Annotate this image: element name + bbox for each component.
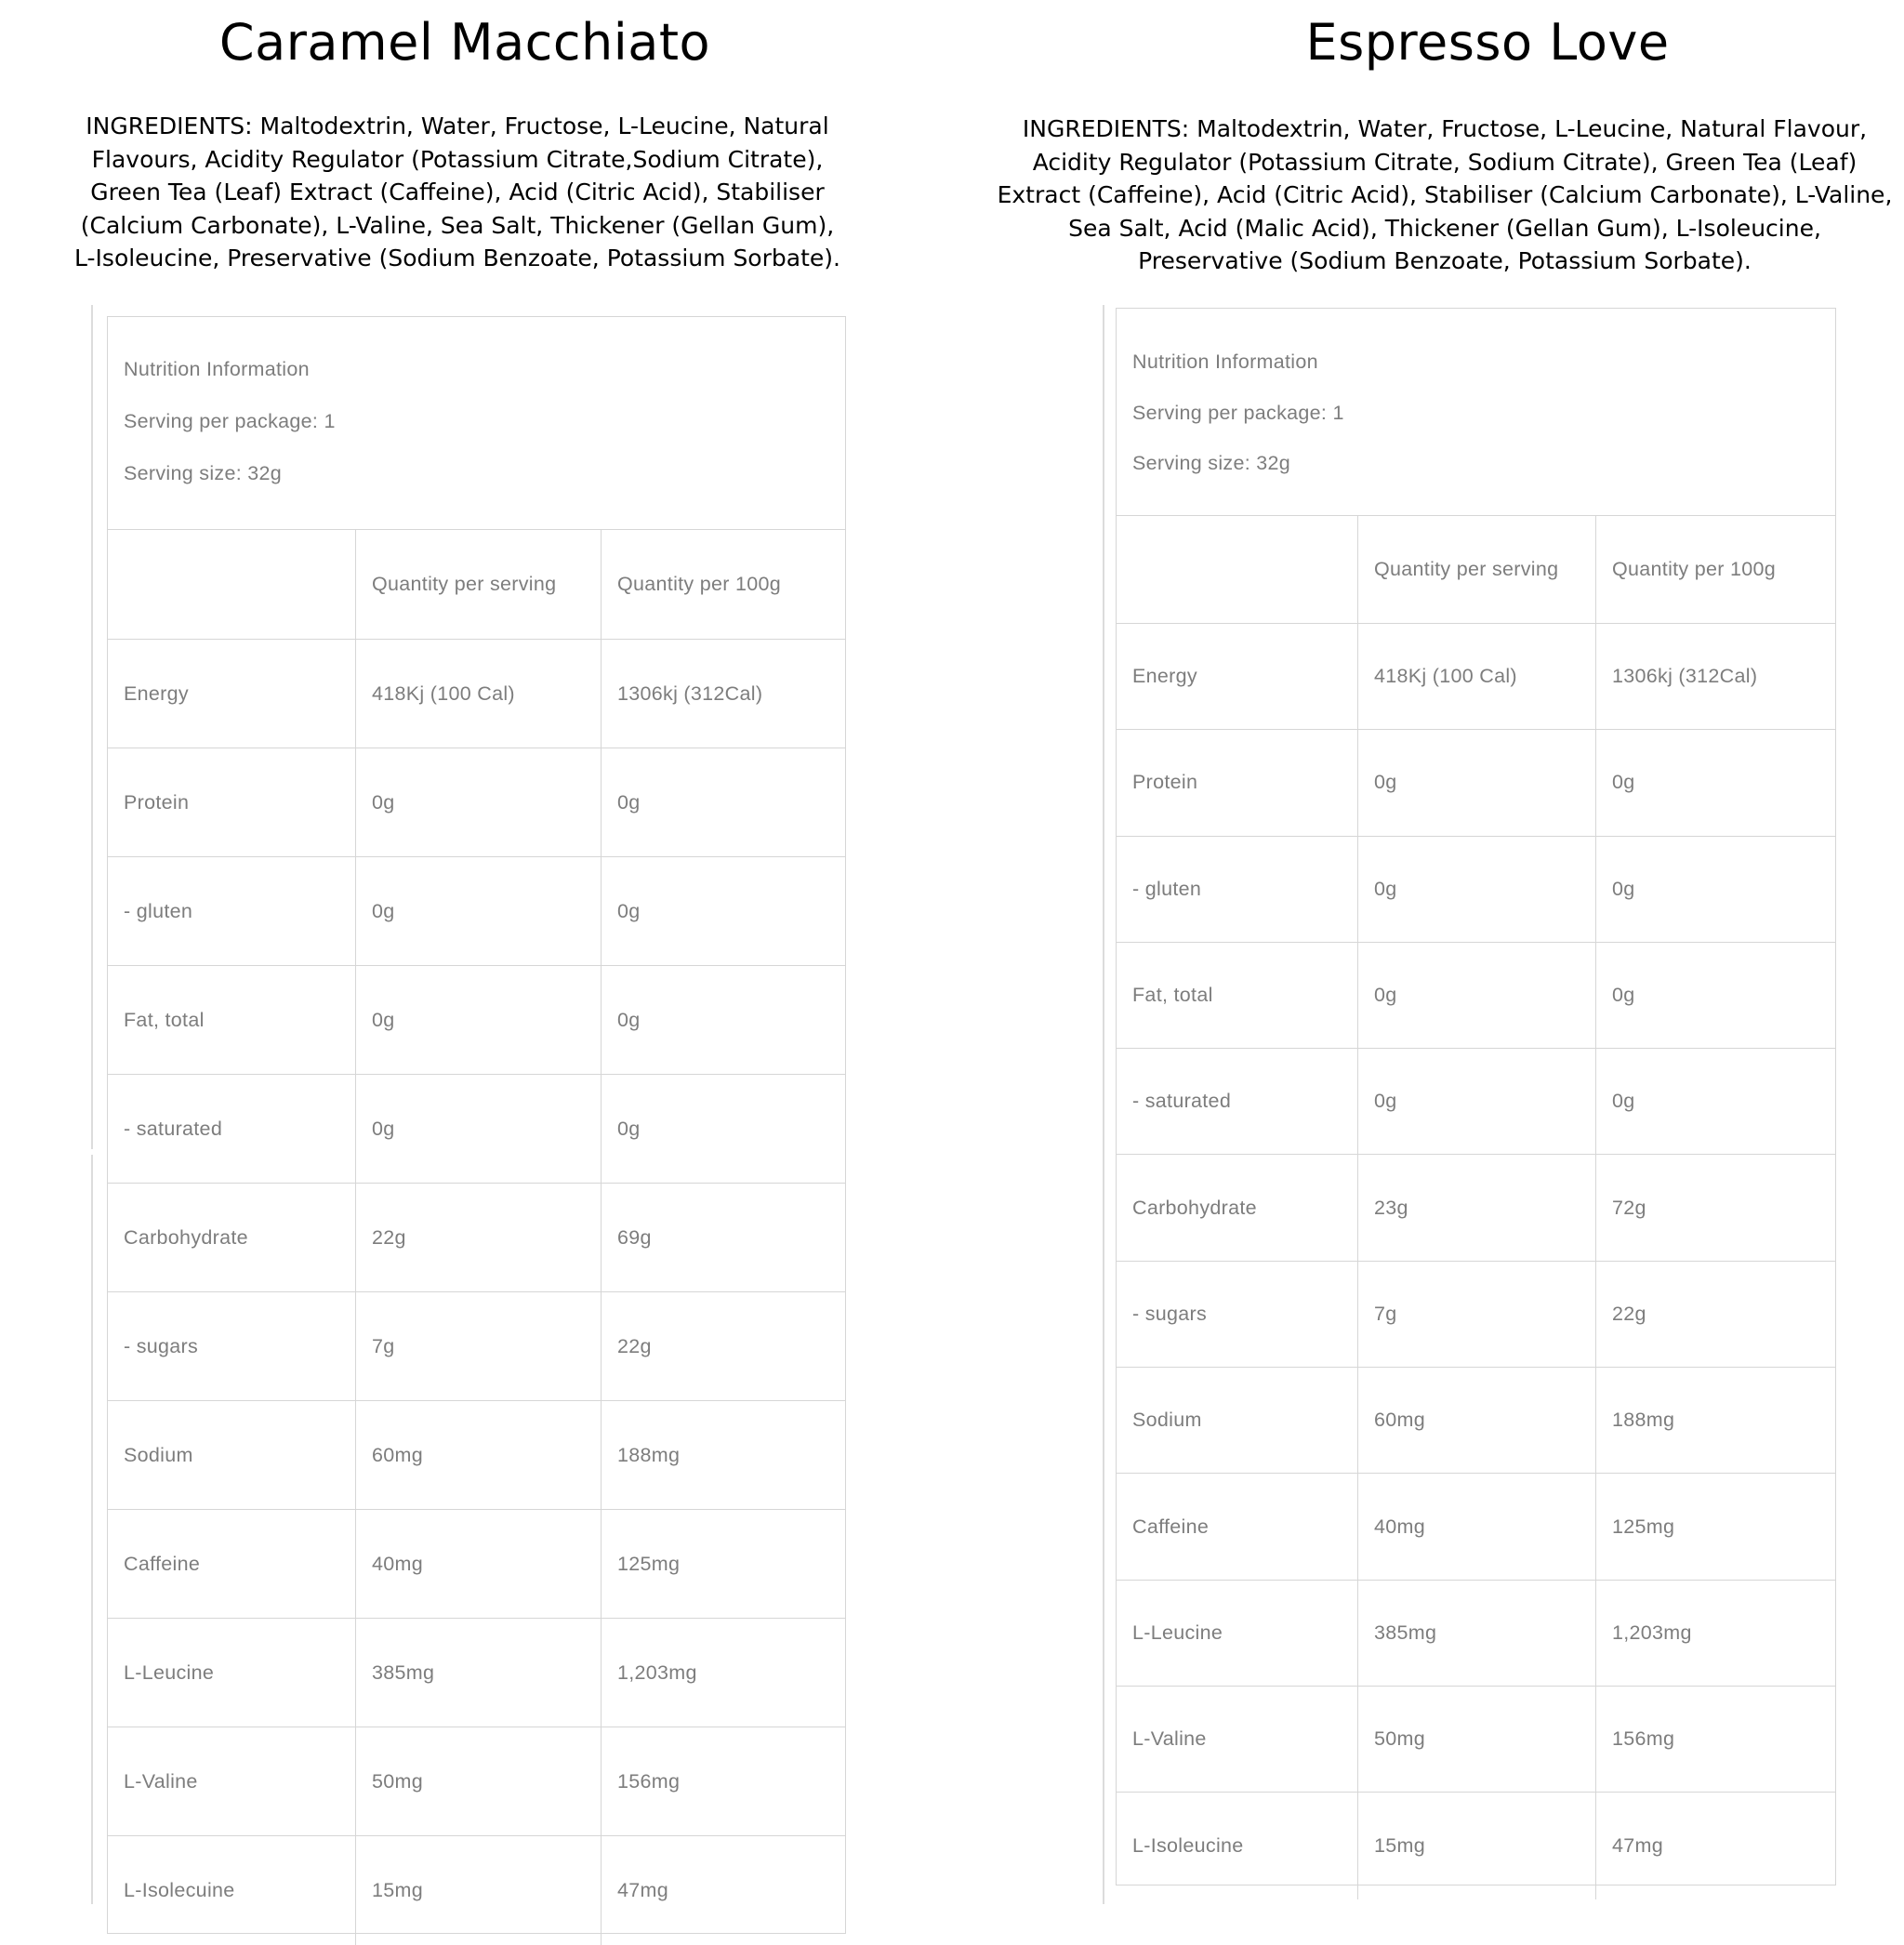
nutrient-name: Energy <box>1132 665 1197 688</box>
product-panel-espresso-love <box>997 0 1904 1904</box>
quantity-per-serving: 0g <box>1357 730 1595 835</box>
quantity-per-serving: 40mg <box>355 1510 601 1618</box>
nutrient-name: Caffeine <box>124 1552 201 1575</box>
nutrition-table <box>1116 308 1836 1885</box>
quantity-per-serving: 50mg <box>355 1727 601 1835</box>
nutrition-row <box>1117 1155 1835 1261</box>
quantity-per-100g: 22g <box>601 1292 845 1400</box>
nutrient-name: - saturated <box>1132 1090 1232 1113</box>
quantity-per-100g: 0g <box>601 857 845 965</box>
quantity-per-serving: 15mg <box>355 1836 601 1945</box>
ingredients-text: INGREDIENTS: Maltodextrin, Water, Fructose, L-Leucine, Natural Flavours, Acidity Regulator (Potassium Citrate,Sodium Citrate), Green Tea (Leaf) Extract (Caffeine), Acid (Citric Acid), Stabiliser (Calcium Carbonate), L-Valine, Sea Salt, Thickener (Gellan Gum), L-Isoleucine, Preservative (Sodium Benzoate, Potassium Sorbate). <box>74 112 840 271</box>
nutrient-name: Sodium <box>1132 1409 1202 1432</box>
nutrient-name: Protein <box>124 790 190 814</box>
quantity-per-serving: 0g <box>355 966 601 1074</box>
nutrient-name: - gluten <box>124 899 193 922</box>
nutrient-name: L-Leucine <box>1132 1621 1223 1644</box>
quantity-per-serving: 60mg <box>1357 1368 1595 1473</box>
column-header-serving: Quantity per serving <box>1357 516 1595 623</box>
nutrition-row <box>108 857 845 966</box>
product-panel-caramel-macchiato <box>0 0 930 1904</box>
column-header-blank <box>108 530 355 639</box>
quantity-per-100g: 47mg <box>601 1836 845 1945</box>
quantity-per-serving: 22g <box>355 1184 601 1291</box>
nutrient-name: Carbohydrate <box>124 1225 248 1249</box>
quantity-per-serving: 0g <box>355 748 601 856</box>
quantity-per-100g: 0g <box>1595 837 1835 942</box>
divider-line <box>91 305 93 1904</box>
nutrition-row <box>108 1836 845 1945</box>
servings-per-package: Serving per package: 1 <box>124 410 336 432</box>
quantity-per-100g: 72g <box>1595 1155 1835 1260</box>
product-title: Espresso Love <box>1305 13 1670 72</box>
quantity-per-100g: 1,203mg <box>1595 1581 1835 1686</box>
nutrient-name: Carbohydrate <box>1132 1196 1257 1219</box>
nutrition-header <box>1117 309 1835 516</box>
nutrient-name: L-Isolecuine <box>124 1879 235 1901</box>
quantity-per-100g: 125mg <box>601 1510 845 1618</box>
quantity-per-100g: 1306kj (312Cal) <box>1595 624 1835 729</box>
quantity-per-100g: 0g <box>1595 730 1835 835</box>
column-header-row <box>1117 516 1835 624</box>
nutrition-table <box>107 316 846 1934</box>
quantity-per-100g: 188mg <box>601 1401 845 1509</box>
nutrition-row <box>108 640 845 748</box>
nutrient-name: Caffeine <box>1132 1515 1210 1538</box>
nutrient-name: L-Isoleucine <box>1132 1833 1244 1857</box>
quantity-per-serving: 0g <box>355 857 601 965</box>
quantity-per-100g: 0g <box>601 966 845 1074</box>
nutrient-name: L-Valine <box>1132 1727 1207 1751</box>
nutrient-name: - sugars <box>124 1334 199 1357</box>
quantity-per-serving: 418Kj (100 Cal) <box>355 640 601 748</box>
nutrient-name: L-Valine <box>124 1769 198 1793</box>
nutrition-row <box>108 1075 845 1184</box>
nutrient-name: Sodium <box>124 1443 193 1466</box>
quantity-per-serving: 40mg <box>1357 1474 1595 1579</box>
divider-line <box>1103 305 1104 1904</box>
quantity-per-100g: 69g <box>601 1184 845 1291</box>
serving-size: Serving size: 32g <box>1132 452 1291 474</box>
product-title: Caramel Macchiato <box>218 13 711 72</box>
quantity-per-serving: 0g <box>1357 1049 1595 1154</box>
nutrition-rows <box>108 640 845 1945</box>
nutrition-header <box>108 317 845 530</box>
nutrient-name: Fat, total <box>124 1008 205 1031</box>
nutrient-name: L-Leucine <box>124 1661 215 1684</box>
nutrient-name: - gluten <box>1132 877 1202 900</box>
nutrition-row <box>1117 1581 1835 1687</box>
nutrition-row <box>108 1292 845 1401</box>
nutrition-row <box>108 1510 845 1619</box>
column-header-100g: Quantity per 100g <box>1595 516 1835 623</box>
nutrition-row <box>1117 1368 1835 1474</box>
nutrient-name: - saturated <box>124 1117 223 1140</box>
nutrition-heading: Nutrition Information <box>124 358 310 380</box>
quantity-per-serving: 0g <box>1357 837 1595 942</box>
quantity-per-serving: 7g <box>355 1292 601 1400</box>
column-header-serving: Quantity per serving <box>355 530 601 639</box>
quantity-per-100g: 1,203mg <box>601 1619 845 1727</box>
quantity-per-100g: 0g <box>601 748 845 856</box>
nutrition-row <box>1117 730 1835 836</box>
nutrition-rows <box>1117 624 1835 1899</box>
nutrition-row <box>108 1401 845 1510</box>
nutrition-row <box>1117 943 1835 1049</box>
nutrition-row <box>1117 1474 1835 1580</box>
column-header-blank <box>1117 516 1357 623</box>
nutrient-name: Fat, total <box>1132 984 1213 1007</box>
serving-size: Serving size: 32g <box>124 462 283 484</box>
quantity-per-100g: 125mg <box>1595 1474 1835 1579</box>
nutrition-row <box>108 1619 845 1727</box>
nutrition-row <box>1117 1262 1835 1368</box>
nutrient-name: Energy <box>124 681 189 705</box>
quantity-per-100g: 0g <box>1595 943 1835 1048</box>
quantity-per-100g: 188mg <box>1595 1368 1835 1473</box>
nutrition-row <box>1117 624 1835 730</box>
quantity-per-serving: 385mg <box>355 1619 601 1727</box>
quantity-per-serving: 15mg <box>1357 1793 1595 1899</box>
nutrient-name: - sugars <box>1132 1302 1208 1325</box>
nutrition-row <box>108 1184 845 1292</box>
nutrition-row <box>1117 837 1835 943</box>
quantity-per-serving: 0g <box>355 1075 601 1183</box>
nutrition-row <box>108 748 845 857</box>
quantity-per-serving: 60mg <box>355 1401 601 1509</box>
nutrition-row <box>1117 1049 1835 1155</box>
nutrition-heading: Nutrition Information <box>1132 351 1318 373</box>
quantity-per-100g: 47mg <box>1595 1793 1835 1899</box>
divider-gap <box>89 1149 108 1155</box>
quantity-per-100g: 0g <box>601 1075 845 1183</box>
quantity-per-serving: 385mg <box>1357 1581 1595 1686</box>
nutrition-row <box>1117 1687 1835 1793</box>
servings-per-package: Serving per package: 1 <box>1132 402 1344 424</box>
quantity-per-serving: 23g <box>1357 1155 1595 1260</box>
nutrition-row <box>108 1727 845 1836</box>
nutrition-row <box>1117 1793 1835 1899</box>
quantity-per-100g: 1306kj (312Cal) <box>601 640 845 748</box>
column-header-100g: Quantity per 100g <box>601 530 845 639</box>
quantity-per-serving: 0g <box>1357 943 1595 1048</box>
quantity-per-100g: 0g <box>1595 1049 1835 1154</box>
ingredients-text: INGREDIENTS: Maltodextrin, Water, Fructose, L-Leucine, Natural Flavour, Acidity Regulator (Potassium Citrate, Sodium Citrate), Green Tea (Leaf) Extract (Caffeine), Acid (Citric Acid), Stabiliser (Calcium Carbonate), L-Valine, Sea Salt, Acid (Malic Acid), Thickener (Gellan Gum), L-Isoleucine, Preservative (Sodium Benzoate, Potassium Sorbate). <box>997 115 1893 274</box>
quantity-per-serving: 7g <box>1357 1262 1595 1367</box>
quantity-per-serving: 50mg <box>1357 1687 1595 1792</box>
quantity-per-100g: 22g <box>1595 1262 1835 1367</box>
nutrition-row <box>108 966 845 1075</box>
quantity-per-100g: 156mg <box>1595 1687 1835 1792</box>
nutrient-name: Protein <box>1132 771 1198 794</box>
quantity-per-serving: 418Kj (100 Cal) <box>1357 624 1595 729</box>
column-header-row <box>108 530 845 640</box>
quantity-per-100g: 156mg <box>601 1727 845 1835</box>
